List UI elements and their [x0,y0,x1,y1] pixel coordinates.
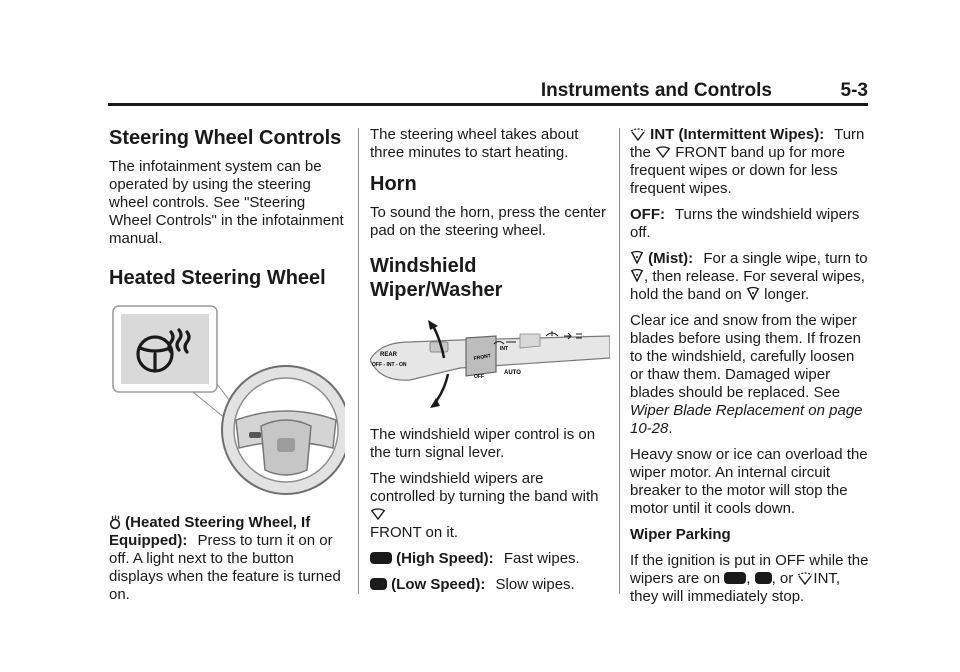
high-speed-icon [724,572,746,584]
running-head [108,80,868,106]
heated-wheel-illustration [109,302,345,504]
heated-wheel-label: (Heated Steering Wheel, If Equipped): [109,514,311,549]
stalk-label-int: INT [500,346,509,352]
stalk-label-off-int-on: OFF - INT - ON [372,362,407,368]
intermittent-text-1: Turn the [630,126,865,161]
parking-separator-1: , [746,570,751,587]
paragraph-heating-time: The steering wheel takes about three minutes to start heating. [370,126,579,161]
wiper-band-text-2: FRONT on it. [370,524,459,541]
heading-steering-wheel-controls: Steering Wheel Controls [109,127,342,149]
paragraph-steering-controls: The infotainment system can be operated by using the steering wheel controls. See "Steering Wheel Controls" in the infotainment manual. [109,158,344,247]
parking-text-2: INT, they will immediately stop. [630,570,841,605]
low-speed-text: Slow wipes. [495,576,575,593]
paragraph-high-speed [370,550,610,568]
heated-wheel-icon [109,515,121,529]
column-divider [358,128,359,594]
steering-wheel-graphic [222,366,345,494]
mist-wiper-icon [630,268,644,283]
paragraph-off [630,206,870,242]
paragraph-ice [630,312,870,438]
front-wiper-icon [370,508,386,521]
paragraph-wiper-control: The windshield wiper control is on the turn signal lever. [370,426,596,461]
parking-text-1: If the ignition is put in OFF while the wipers are on [630,552,869,587]
mist-wiper-icon [630,250,644,265]
mist-label: (Mist): [648,250,694,267]
stalk-label-rear: REAR [380,352,398,358]
high-speed-icon [370,552,392,564]
section-title: Instruments and Controls [540,80,772,101]
heading-wiper-parking: Wiper Parking [630,526,731,543]
column-divider [619,128,620,594]
heated-wheel-description [109,514,345,604]
heading-windshield-wiper-washer: Windshield Wiper/Washer [370,255,503,301]
paragraph-horn: To sound the horn, press the center pad on the steering wheel. [370,204,606,239]
page-number: 5-3 [840,80,868,101]
heated-wheel-figure [109,302,345,504]
stalk-label-off: OFF [474,374,484,380]
off-text: Turns the windshield wipers off. [630,206,860,241]
low-speed-icon [755,572,772,584]
column-1 [109,126,345,612]
stalk-label-auto: AUTO [504,370,521,376]
paragraph-intermittent [630,126,870,198]
mist-text-2: , then release. For several wipes, hold the band on [630,268,865,303]
mist-text-1: For a single wipe, turn to [703,250,868,267]
ice-text-end: . [668,420,673,437]
wiper-stalk-illustration [370,316,610,412]
high-speed-text: Fast wipes. [503,550,580,567]
heated-wheel-text: Press to turn it on or off. A light next to the button displays when the feature is turned on. [109,532,341,603]
stalk-label-front: FRONT [473,353,492,362]
paragraph-low-speed [370,576,610,594]
column-2 [370,126,610,602]
intermittent-label: INT (Intermittent Wipes): [650,126,825,143]
mist-wiper-icon [746,286,760,301]
mist-text-3: longer. [764,286,810,303]
paragraph-wiper-band [370,470,610,542]
intermittent-wiper-icon [797,572,813,585]
low-speed-label: (Low Speed): [391,576,486,593]
column-3 [630,126,870,614]
off-label: OFF: [630,206,665,223]
wiper-stalk-figure [370,316,610,412]
wiper-band-text-1: The windshield wipers are controlled by turning the band with [370,470,599,505]
heading-heated-steering-wheel: Heated Steering Wheel [109,267,326,289]
paragraph-mist [630,250,870,304]
paragraph-wiper-parking [630,552,870,606]
ice-text: Clear ice and snow from the wiper blades before using them. If frozen to the windshield, carefully loosen or thaw them. Damaged wiper blades should be replaced. See [630,312,861,401]
low-speed-icon [370,578,387,590]
intermittent-wiper-icon [630,128,646,141]
heading-horn: Horn [370,173,417,195]
front-wiper-icon [655,146,671,159]
high-speed-label: (High Speed): [396,550,494,567]
parking-separator-2: , or [771,570,794,587]
paragraph-snow: Heavy snow or ice can overload the wiper motor. An internal circuit breaker to the motor will stop the motor until it cools down. [630,446,868,517]
wiper-blade-replacement-link[interactable]: Wiper Blade Replacement on page 10-28 [630,402,863,437]
intermittent-text-2: FRONT band up for more frequent wipes or down for less frequent wipes. [630,144,845,197]
